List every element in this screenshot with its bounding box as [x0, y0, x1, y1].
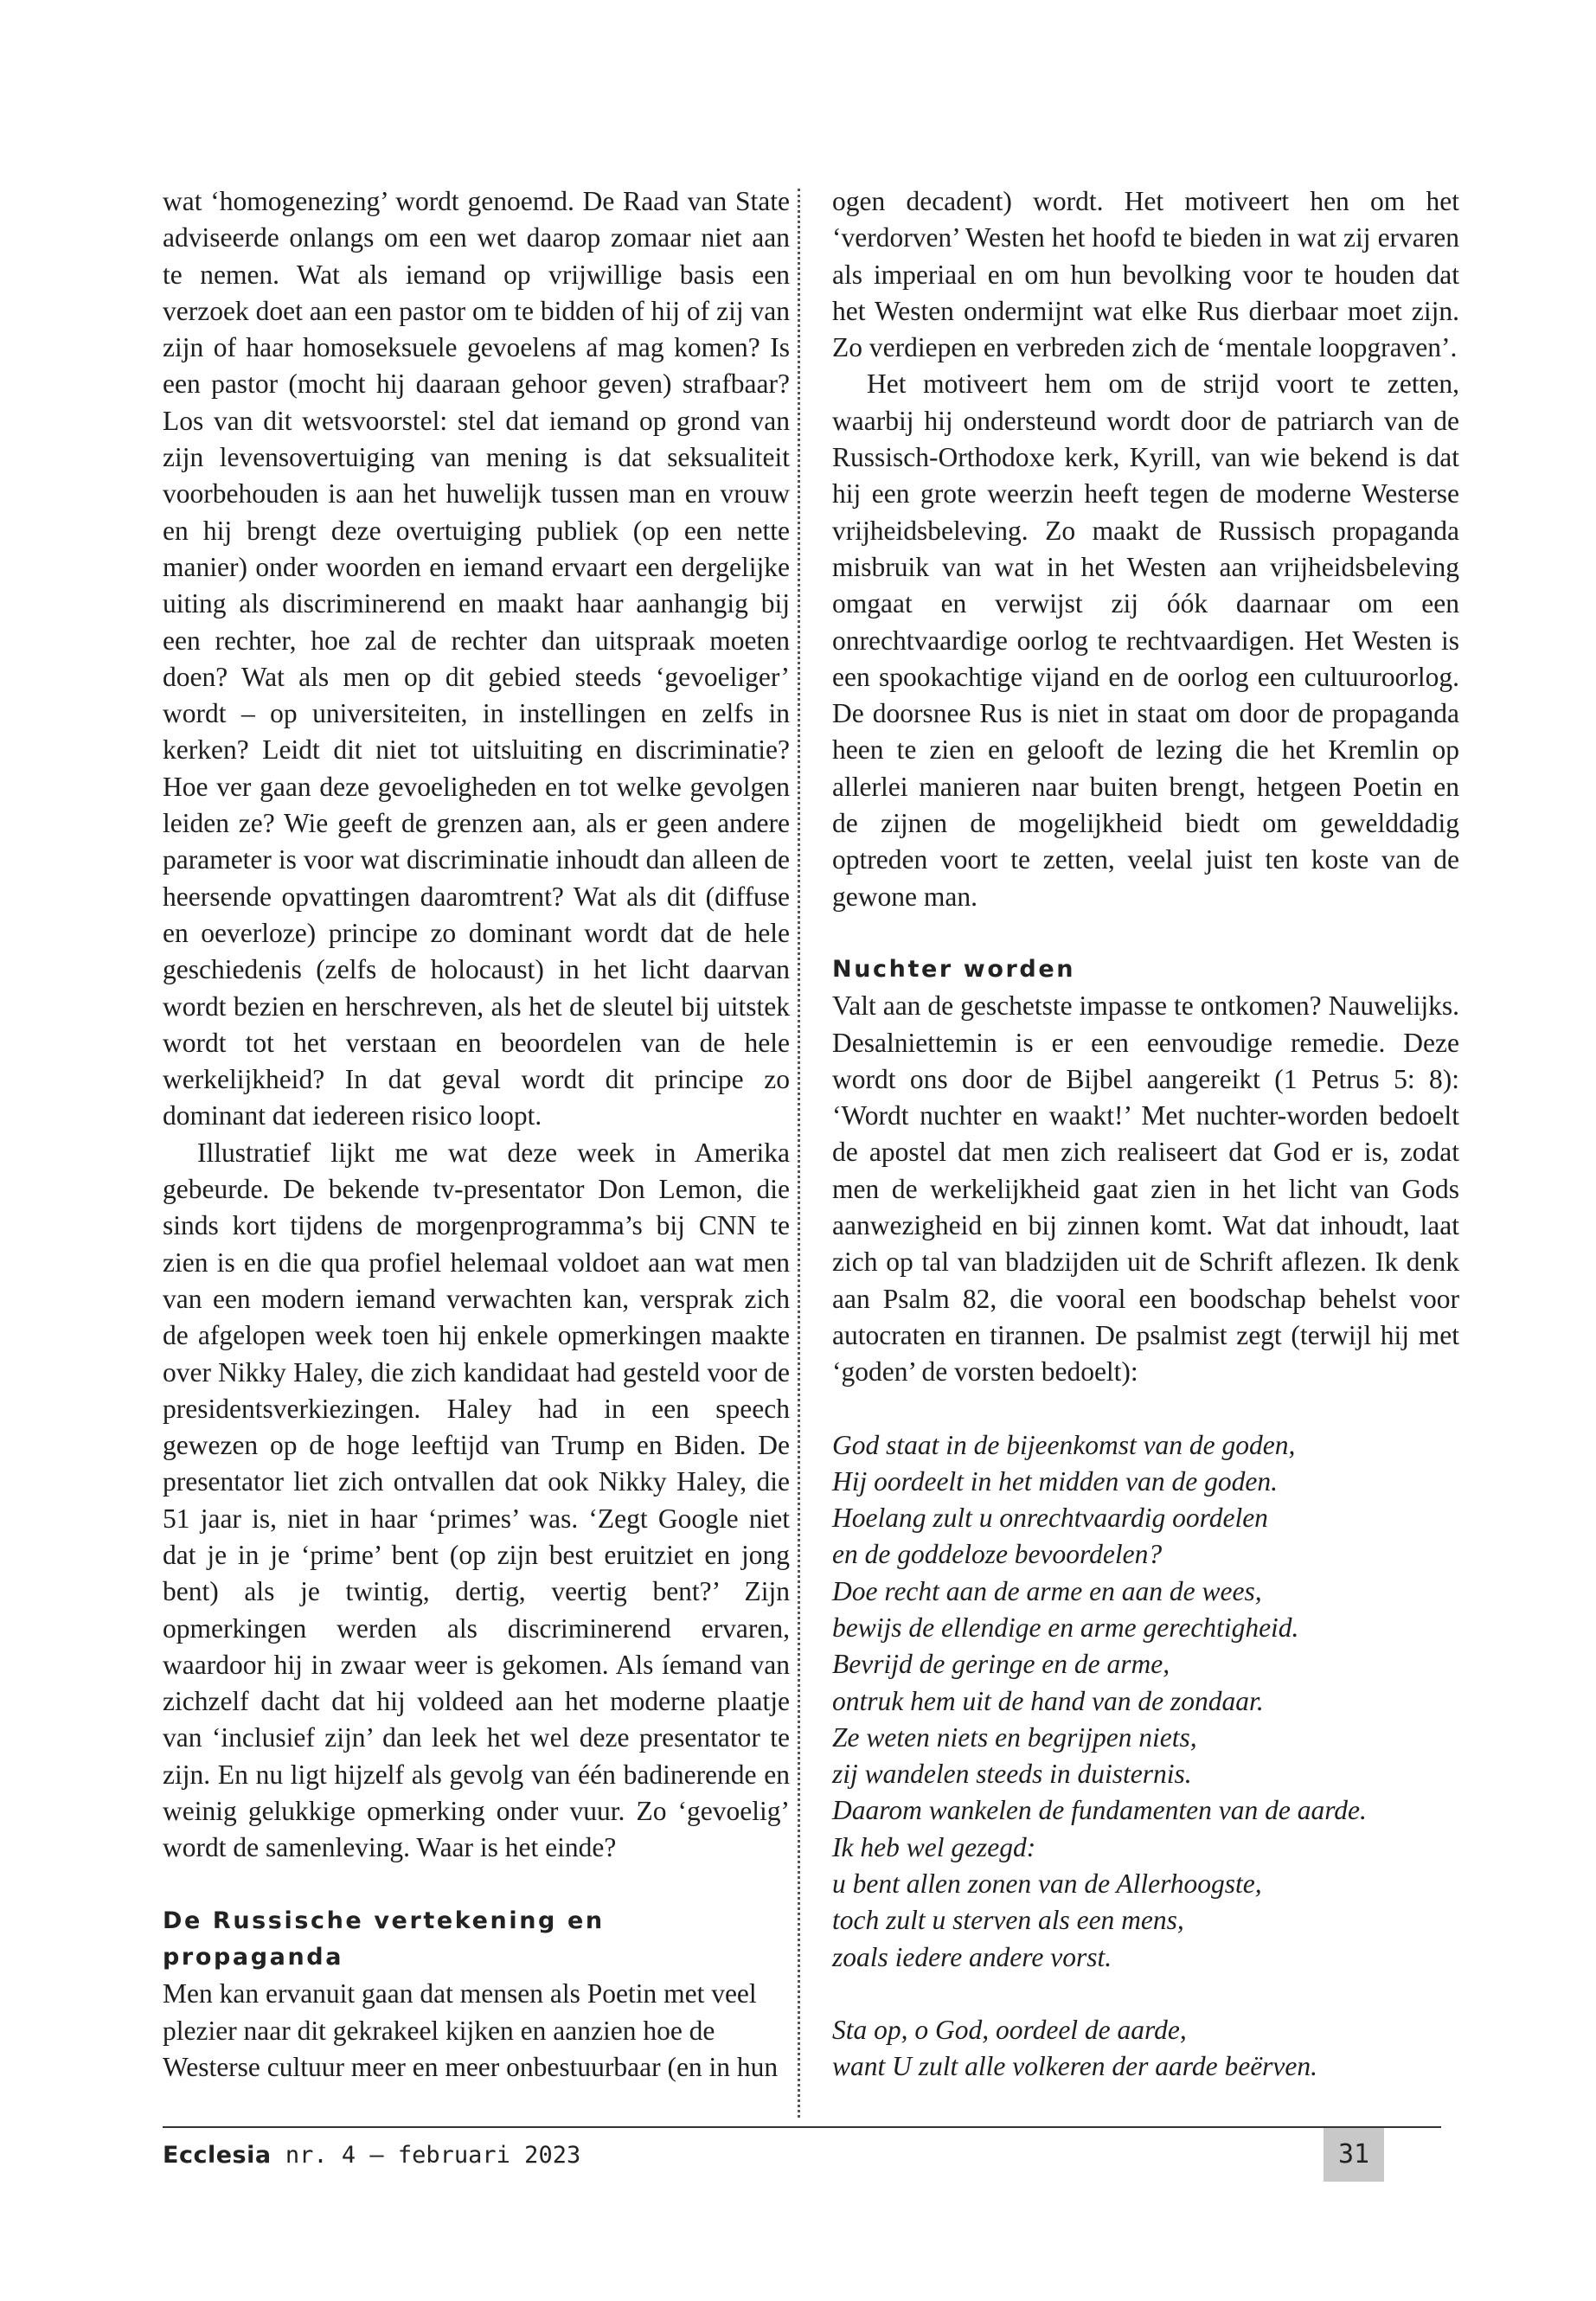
page-number: 31: [1324, 2128, 1384, 2182]
poem-line: bewijs de ellendige en arme gerechtigheid.: [832, 1612, 1299, 1643]
poem-line: toch zult u sterven als een mens,: [832, 1905, 1184, 1936]
footer-publication: [163, 2134, 580, 2177]
poem-line: Hij oordeelt in het midden van de goden.: [832, 1465, 1278, 1497]
poem-line: Bevrijd de geringe en de arme,: [832, 1649, 1170, 1680]
right-paragraph-3: Valt aan de geschetste impasse te ontkomen? Nauwelijks. Desalniettemin is er een eenvoudige remedie. Deze wordt ons door de Bijbel aangereikt (1 Petrus 5: 8): ‘Wordt nuchter en waakt!’ Met nuchter-worden bedoelt de apostel dat men zich realiseert dat God er is, zodat men de werkelijkheid gaat zien in het licht van Gods aanwezigheid en bij zinnen komt. Wat dat inhoudt, laat zich op tal van bladzijden uit de Schrift aflezen. Ik denk aan Psalm 82, die vooral een boodschap behelst voor autocraten en tirannen. De psalmist zegt (terwijl hij met ‘goden’ de vorsten bedoelt):: [832, 990, 1459, 1388]
psalm-quote-stanza-2: [832, 2012, 1459, 2086]
left-paragraph-3: Men kan ervanuit gaan dat mensen als Poetin met veel plezier naar dit gekrakeel kijken en aanzien hoe de Westerse cultuur meer en meer onbestuurbaar (en in hun: [163, 1978, 779, 2082]
poem-line: Sta op, o God, oordeel de aarde,: [832, 2014, 1187, 2045]
right-paragraph-2: Het motiveert hem om de strijd voort te zetten, waarbij hij ondersteund wordt door de patriarch van de Russisch-Orthodoxe kerk, Kyrill, van wie bekend is dat hij een grote weerzin heeft tegen de moderne Westerse vrijheidsbeleving. Zo maakt de Russisch propaganda misbruik van wat in het Westen aan vrijheidsbeleving omgaat en verwijst zij óók daarnaar om een onrechtvaardige oorlog te rechtvaardigen. Het Westen is een spookachtige vijand en de oorlog een cultuuroorlog. De doorsnee Rus is niet in staat om door de propaganda heen te zien en gelooft de lezing die het Kremlin op allerlei manieren naar buiten brengt, hetgeen Poetin en de zijnen de mogelijkheid biedt om gewelddadig optreden voort te zetten, veelal juist ten koste van de gewone man.: [832, 369, 1459, 912]
poem-line: Ik heb wel gezegd:: [832, 1831, 1036, 1862]
magazine-name: Ecclesia: [163, 2142, 272, 2169]
poem-line: zoals iedere andere vorst.: [832, 1941, 1112, 1972]
poem-line: Ze weten niets en begrijpen niets,: [832, 1721, 1197, 1753]
right-column: [832, 183, 1459, 2086]
poem-line: Doe recht aan de arme en aan de wees,: [832, 1575, 1262, 1606]
issue-info: nr. 4 – februari 2023: [285, 2142, 581, 2169]
column-divider: [798, 189, 800, 2118]
left-paragraph-1: wat ‘homogenezing’ wordt genoemd. De Raad van State adviseerde onlangs om een wet daarop zomaar niet aan te nemen. Wat als iemand op vrijwillige basis een verzoek doet aan een pastor om te bidden of hij of zij van zijn of haar homoseksuele gevoelens af mag komen? Is een pastor (mocht hij daaraan gehoor geven) strafbaar? Los van dit wetsvoorstel: stel dat iemand op grond van zijn levensovertuiging van mening is dat seksualiteit voorbehouden is aan het huwelijk tussen man en vrouw en hij brengt deze overtuiging publiek (op een nette manier) onder woorden en iemand ervaart een dergelijke uiting als discriminerend en maakt haar aanhangig bij een rechter, hoe zal de rechter dan uitspraak moeten doen? Wat als men op dit gebied steeds ‘gevoeliger’ wordt – op universiteiten, in instellingen en zelfs in kerken? Leidt dit niet tot uitsluiting en discriminatie? Hoe ver gaan deze gevoeligheden en tot welke gevolgen leiden ze? Wie geeft de grenzen aan, als er geen andere parameter is voor wat discriminatie inhoudt dan alleen de heersende opvattingen daaromtrent? Wat als dit (diffuse en oeverloze) principe zo dominant wordt dat de hele geschiedenis (zelfs de holocaust) in het licht daarvan wordt bezien en herschreven, als het de sleutel bij uitstek wordt tot het verstaan en beoordelen van de hele werkelijkheid? In dat geval wordt dit principe zo dominant dat iedereen risico loopt.: [163, 186, 790, 1131]
left-paragraph-2: Illustratief lijkt me wat deze week in Amerika gebeurde. De bekende tv-presentator Don Lemon, die sinds kort tijdens de morgenprogramma’s bij CNN te zien is en die qua profiel helemaal voldoet aan wat men van een modern iemand verwachten kan, versprak zich de afgelopen week toen hij enkele opmerkingen maakte over Nikky Haley, die zich kandidaat had gesteld voor de presidentsverkiezingen. Haley had in een speech gewezen op de hoge leeftijd van Trump en Biden. De presentator liet zich ontvallen dat ook Nikky Haley, die 51 jaar is, niet in haar ‘primes’ was. ‘Zegt Google niet dat je in je ‘prime’ bent (op zijn best eruitziet en jong bent) als je twintig, dertig, veertig bent?’ Zijn opmerkingen werden als discriminerend ervaren, waardoor hij in zwaar weer is gekomen. Als íemand van zichzelf dacht dat hij voldeed aan het moderne plaatje van ‘inclusief zijn’ dan leek het wel deze presentator te zijn. En nu ligt hijzelf als gevolg van één badinerende en weinig gelukkige opmerking onder vuur. Zo ‘gevoelig’ wordt de samenleving. Waar is het einde?: [163, 1137, 790, 1863]
poem-line: God staat in de bijeenkomst van de goden,: [832, 1429, 1296, 1460]
left-column: [163, 183, 790, 2086]
psalm-quote-stanza-1: [832, 1427, 1459, 1976]
section-heading-russian-propaganda: De Russische vertekening en propaganda: [163, 1907, 605, 1971]
poem-line: en de goddeloze bevoordelen?: [832, 1539, 1163, 1570]
poem-line: zij wandelen steeds in duisternis.: [832, 1759, 1192, 1790]
poem-line: Hoelang zult u onrechtvaardig oordelen: [832, 1503, 1268, 1534]
poem-line: want U zult alle volkeren der aarde beërven.: [832, 2051, 1318, 2082]
poem-line: Daarom wankelen de fundamenten van de aarde.: [832, 1795, 1367, 1826]
poem-line: ontruk hem uit de hand van de zondaar.: [832, 1685, 1264, 1716]
right-paragraph-1: ogen decadent) wordt. Het motiveert hen om het ‘verdorven’ Westen het hoofd te bieden in wat zij ervaren als imperiaal en om hun bevolking voor te houden dat het Westen ondermijnt wat elke Rus dierbaar moet zijn. Zo verdiepen en verbreden zich de ‘mentale loopgraven’.: [832, 186, 1459, 363]
section-heading-nuchter-worden: Nuchter worden: [832, 955, 1076, 983]
footer-rule: [163, 2126, 1441, 2128]
poem-line: u bent allen zonen van de Allerhoogste,: [832, 1868, 1262, 1900]
